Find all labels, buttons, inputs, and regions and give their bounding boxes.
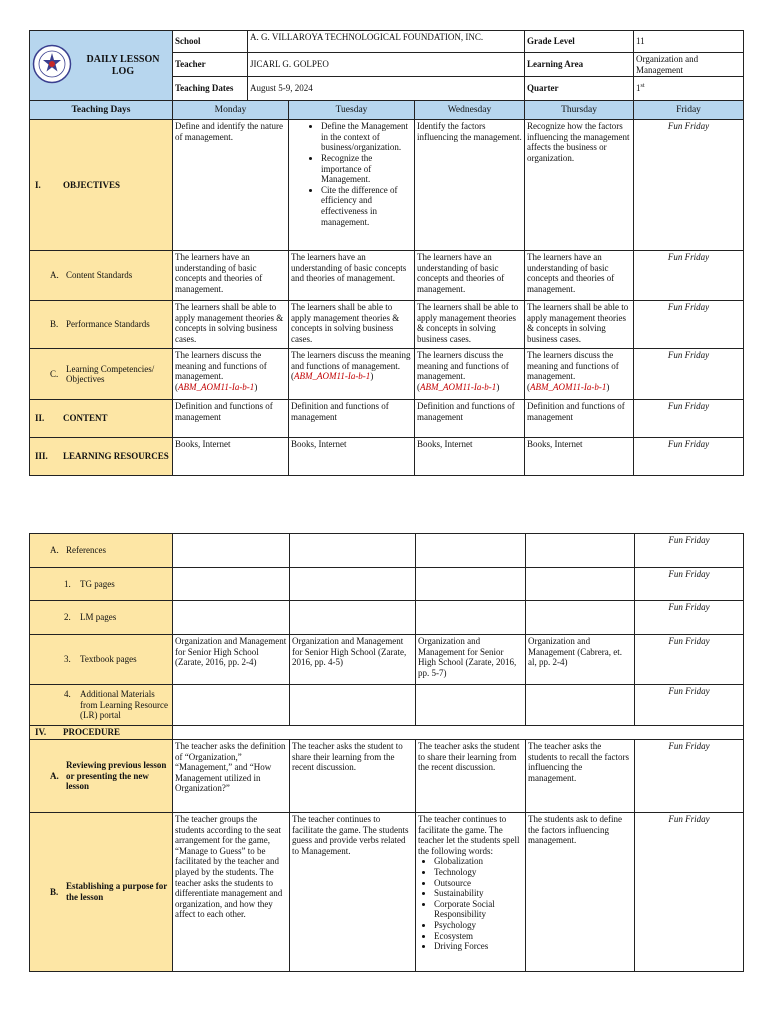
item-number: 2. — [64, 612, 71, 623]
item-number: C. — [50, 368, 59, 379]
tg-pages-tuesday — [290, 568, 416, 601]
content-standards-friday: Fun Friday — [634, 251, 744, 301]
day-header-tuesday: Tuesday — [289, 101, 415, 120]
content-standards-wednesday: The learners have an understanding of basic concepts and theories of management. — [415, 251, 525, 301]
section-number: I. — [35, 179, 41, 190]
learning-resources-label — [30, 438, 173, 476]
list-item: • Ecosystem — [434, 931, 523, 942]
objectives-label — [30, 120, 173, 251]
lm-pages-label — [30, 601, 173, 635]
list-item: • Outsource — [434, 878, 523, 889]
additional-friday: Fun Friday — [635, 685, 744, 726]
learning-area-value: Organization and Management — [634, 53, 744, 77]
competency-text: The learners discuss the meaning and functions of management. — [527, 350, 619, 382]
objectives-friday: Fun Friday — [634, 120, 744, 251]
item-title: Content Standards — [66, 270, 133, 281]
grade-level-label: Grade Level — [525, 31, 634, 53]
purpose-thursday: The students ask to define the factors influencing management. — [526, 813, 635, 972]
list-item: • Recognize the importance of Management. — [321, 153, 412, 185]
purpose-wednesday-intro: The teacher continues to facilitate the game. The teacher let the students spell the following words: — [418, 814, 520, 856]
purpose-tuesday: The teacher continues to facilitate the game. The students guess and provide verbs related to Management. — [290, 813, 416, 972]
establishing-purpose-label — [30, 813, 173, 972]
school-label: School — [173, 31, 248, 53]
teaching-dates-label: Teaching Dates — [173, 77, 248, 101]
references-tuesday — [290, 534, 416, 568]
competencies-tuesday — [289, 349, 415, 400]
procedure-spacer — [173, 726, 744, 740]
references-thursday — [526, 534, 635, 568]
item-number: 3. — [64, 654, 71, 665]
tg-pages-monday — [173, 568, 290, 601]
objectives-thursday: Recognize how the factors influencing the management affects the business or organization. — [525, 120, 634, 251]
content-monday: Definition and functions of management — [173, 400, 289, 438]
lm-pages-thursday — [526, 601, 635, 635]
paren-open: ( — [175, 382, 178, 393]
item-title: References — [66, 545, 106, 556]
item-number: B. — [50, 886, 59, 897]
competency-code: ABM_AOM11-Ia-b-1 — [420, 382, 497, 393]
paren-open: ( — [417, 382, 420, 393]
list-item: • Sustainability — [434, 888, 523, 899]
section-title: LEARNING RESOURCES — [63, 451, 169, 462]
section-number: III. — [35, 451, 48, 462]
teacher-label: Teacher — [173, 53, 248, 77]
day-header-monday: Monday — [173, 101, 289, 120]
teaching-days-header: Teaching Days — [30, 101, 173, 120]
procedure-label — [30, 726, 173, 740]
reviewing-wednesday: The teacher asks the student to share their learning from the recent discussion. — [416, 740, 526, 813]
list-item: • Corporate Social Responsibility — [434, 899, 523, 920]
additional-thursday — [526, 685, 635, 726]
references-friday: Fun Friday — [635, 534, 744, 568]
content-standards-label — [30, 251, 173, 301]
competency-code: ABM_AOM11-Ia-b-1 — [530, 382, 607, 393]
teacher-value: JICARL G. GOLPEO — [248, 53, 525, 77]
item-title: Additional Materials from Learning Resource (LR) portal — [80, 689, 168, 721]
item-number: A. — [50, 545, 59, 556]
section-number: IV. — [35, 727, 47, 738]
learning-competencies-label — [30, 349, 173, 400]
item-title: Performance Standards — [66, 319, 150, 330]
resources-monday: Books, Internet — [173, 438, 289, 476]
competency-text: The learners discuss the meaning and functions of management. — [291, 350, 411, 371]
lm-pages-wednesday — [416, 601, 526, 635]
day-header-thursday: Thursday — [525, 101, 634, 120]
item-title: Learning Competencies/ Objectives — [66, 363, 155, 385]
item-title: Textbook pages — [80, 654, 137, 665]
reviewing-friday: Fun Friday — [635, 740, 744, 813]
performance-standards-friday: Fun Friday — [634, 301, 744, 349]
content-thursday: Definition and functions of management — [525, 400, 634, 438]
day-header-wednesday: Wednesday — [415, 101, 525, 120]
tg-pages-thursday — [526, 568, 635, 601]
school-value: A. G. VILLAROYA TECHNOLOGICAL FOUNDATION, INC. — [248, 31, 525, 53]
section-number: II. — [35, 413, 45, 424]
paren-close: ) — [496, 382, 500, 393]
objectives-monday: Define and identify the nature of management. — [173, 120, 289, 251]
purpose-friday: Fun Friday — [635, 813, 744, 972]
resources-thursday: Books, Internet — [525, 438, 634, 476]
section-title: CONTENT — [63, 413, 108, 424]
quarter-label: Quarter — [525, 77, 634, 101]
competencies-thursday — [525, 349, 634, 400]
textbook-pages-label — [30, 635, 173, 685]
performance-standards-wednesday: The learners shall be able to apply management theories & concepts in solving business cases. — [415, 301, 525, 349]
section-title: PROCEDURE — [63, 727, 121, 738]
objectives-wednesday: Identify the factors influencing the management. — [415, 120, 525, 251]
list-item: • Technology — [434, 867, 523, 878]
tg-pages-wednesday — [416, 568, 526, 601]
objectives-tuesday — [289, 120, 415, 251]
content-standards-thursday: The learners have an understanding of basic concepts and theories of management. — [525, 251, 634, 301]
reviewing-monday: The teacher asks the definition of “Organization,” “Management,” and “How Management utilized in Organization?” — [173, 740, 290, 813]
additional-wednesday — [416, 685, 526, 726]
learning-area-label: Learning Area — [525, 53, 634, 77]
item-title: Reviewing previous lesson or presenting the new lesson — [66, 760, 167, 792]
lesson-log-table-1 — [29, 30, 744, 476]
additional-materials-label — [30, 685, 173, 726]
textbook-friday: Fun Friday — [635, 635, 744, 685]
grade-level-value: 11 — [634, 31, 744, 53]
resources-tuesday: Books, Internet — [289, 438, 415, 476]
quarter-suffix: st — [640, 83, 645, 90]
competencies-monday — [173, 349, 289, 400]
tg-pages-friday: Fun Friday — [635, 568, 744, 601]
reviewing-thursday: The teacher asks the students to recall the factors influencing the management. — [526, 740, 635, 813]
lesson-log-table-2 — [29, 533, 744, 972]
content-friday: Fun Friday — [634, 400, 744, 438]
paren-open: ( — [527, 382, 531, 393]
competency-text: The learners discuss the meaning and functions of management. — [175, 350, 267, 382]
competencies-wednesday — [415, 349, 525, 400]
purpose-wednesday — [416, 813, 526, 972]
purpose-wednesday-list — [418, 856, 523, 951]
paren-close: ) — [370, 371, 374, 382]
item-number: 4. — [64, 689, 71, 700]
competencies-friday: Fun Friday — [634, 349, 744, 400]
textbook-monday: Organization and Management for Senior High School (Zarate, 2016, pp. 2-4) — [173, 635, 290, 685]
content-wednesday: Definition and functions of management — [415, 400, 525, 438]
teaching-dates-value: August 5-9, 2024 — [248, 77, 525, 101]
competency-text: The learners discuss the meaning and functions of management. — [417, 350, 509, 382]
content-standards-monday: The learners have an understanding of basic concepts and theories of management. — [173, 251, 289, 301]
references-wednesday — [416, 534, 526, 568]
lm-pages-tuesday — [290, 601, 416, 635]
quarter-value — [634, 77, 744, 101]
reviewing-tuesday: The teacher asks the student to share their learning from the recent discussion. — [290, 740, 416, 813]
dll-title-line2: LOG — [111, 65, 135, 77]
textbook-wednesday: Organization and Management for Senior High School (Zarate, 2016, pp. 5-7) — [416, 635, 526, 685]
purpose-monday: The teacher groups the students according to the seat arrangement for the game, “Manage to Guess” to be facilitated by the teacher and played by the students. The teacher asks the students to differentiate management and organization, and how they affect to each other. — [173, 813, 290, 972]
performance-standards-label — [30, 301, 173, 349]
references-monday — [173, 534, 290, 568]
item-number: B. — [50, 319, 59, 330]
references-label — [30, 534, 173, 568]
content-standards-tuesday: The learners have an understanding of basic concepts and theories of management. — [289, 251, 415, 301]
additional-tuesday — [290, 685, 416, 726]
resources-wednesday: Books, Internet — [415, 438, 525, 476]
item-number: A. — [50, 270, 59, 281]
day-header-friday: Friday — [634, 101, 744, 120]
item-number: A. — [50, 770, 59, 781]
reviewing-lesson-label — [30, 740, 173, 813]
item-title: Establishing a purpose for the lesson — [66, 881, 168, 902]
lm-pages-monday — [173, 601, 290, 635]
list-item: • Define the Management in the context of business/organization. — [321, 121, 412, 153]
lm-pages-friday: Fun Friday — [635, 601, 744, 635]
competency-code: ABM_AOM11-Ia-b-1 — [178, 382, 255, 393]
list-item: • Driving Forces — [434, 941, 523, 952]
competency-code: ABM_AOM11-Ia-b-1 — [294, 371, 371, 382]
performance-standards-monday: The learners shall be able to apply management theories & concepts in solving business cases. — [173, 301, 289, 349]
performance-standards-tuesday: The learners shall be able to apply management theories & concepts in solving business cases. — [289, 301, 415, 349]
dll-title-line1: DAILY LESSON — [86, 53, 160, 65]
item-number: 1. — [64, 578, 71, 589]
paren-close: ) — [606, 382, 610, 393]
content-tuesday: Definition and functions of management — [289, 400, 415, 438]
list-item: • Globalization — [434, 856, 523, 867]
textbook-tuesday: Organization and Management for Senior High School (Zarate, 2016, pp. 4-5) — [290, 635, 416, 685]
performance-standards-thursday: The learners shall be able to apply management theories & concepts in solving business cases. — [525, 301, 634, 349]
quarter-number: 1 — [636, 83, 641, 94]
item-title: TG pages — [80, 578, 115, 589]
item-title: LM pages — [80, 612, 117, 623]
additional-monday — [173, 685, 290, 726]
paren-close: ) — [254, 382, 258, 393]
list-item: • Psychology — [434, 920, 523, 931]
list-item: • Cite the difference of efficiency and effectiveness in management. — [321, 185, 412, 227]
paren-open: ( — [291, 371, 294, 382]
resources-friday: Fun Friday — [634, 438, 744, 476]
deped-seal-icon — [32, 44, 76, 88]
tg-pages-label — [30, 568, 173, 601]
header-title-cell — [30, 31, 173, 101]
objectives-tuesday-list — [291, 121, 412, 227]
section-title: OBJECTIVES — [63, 179, 121, 190]
textbook-thursday: Organization and Management (Cabrera, et. al, pp. 2-4) — [526, 635, 635, 685]
content-label — [30, 400, 173, 438]
